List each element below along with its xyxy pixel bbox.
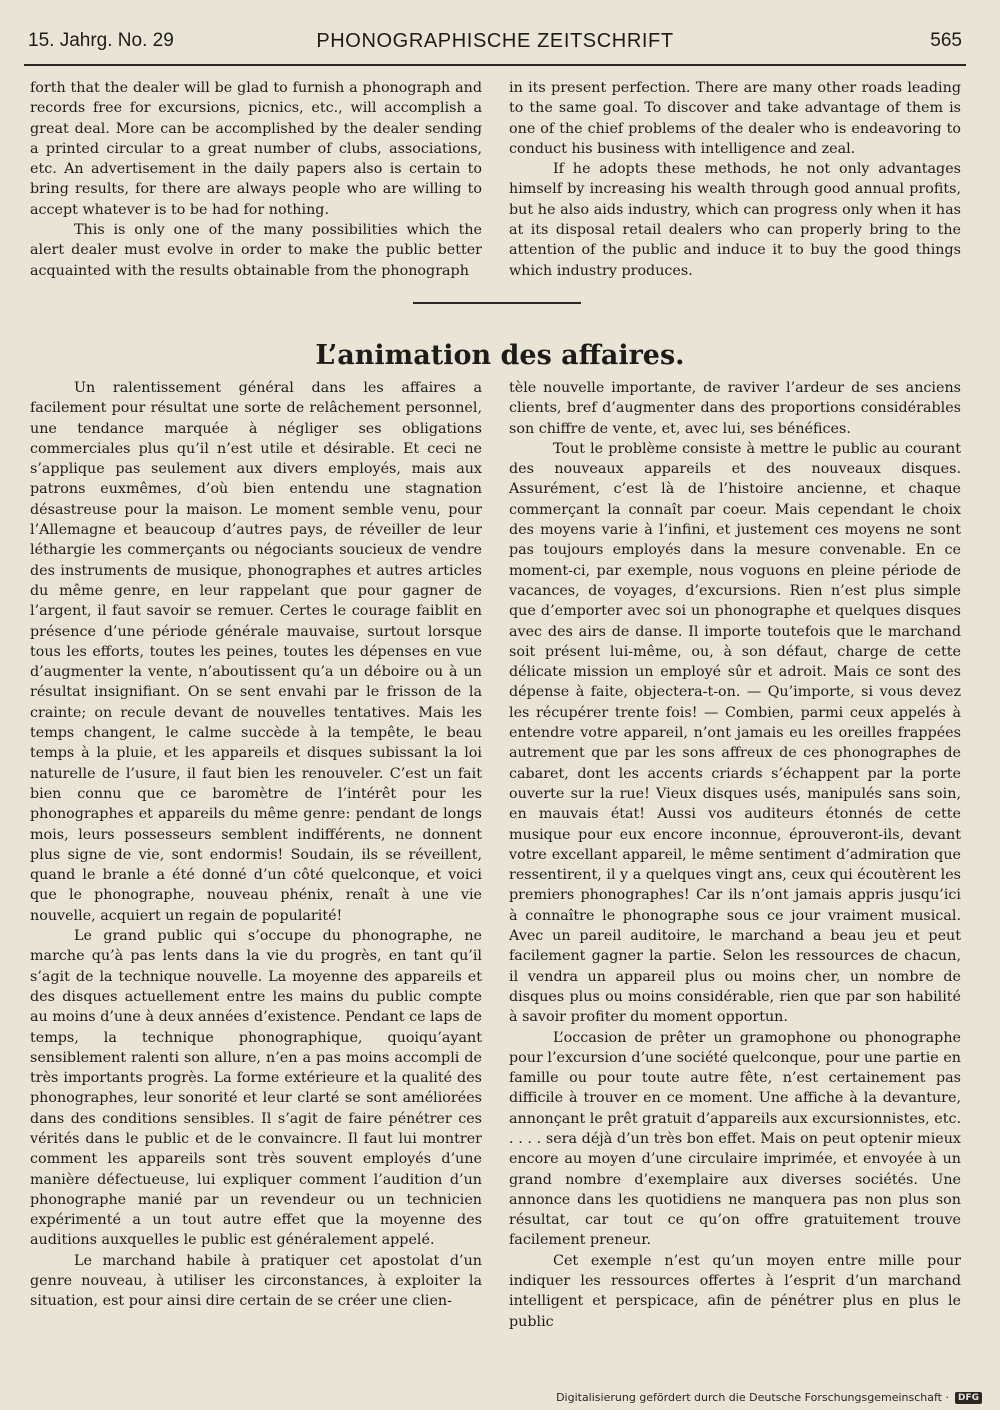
article-column-left xyxy=(30,378,482,1312)
english-column-left xyxy=(30,78,482,281)
journal-title: PHONOGRAPHISCHE ZEITSCHRIFT xyxy=(316,30,674,52)
dfg-logo: DFG xyxy=(955,1392,982,1404)
paragraph: Le grand public qui s’occupe du phonographe, ne marche qu’à pas lents dans la vie du progrès, en tant qu’il s’agit de la technique nouvelle. La moyenne des appareils et des disques actuellement entre les mains du public compte au moins d’une à deux années d’existence. Pendant ce laps de temps, la technique phonographique, quoiqu’ayant sensiblement ralenti son allure, n’en a pas moins accompli de très importants progrès. La forme extérieure et la qualité des phonographes, leur sonorité et leur clarté se sont améliorées dans des conditions sensibles. Il s’agit de faire pénétrer ces vérités dans le public et de le convaincre. Il faut lui montrer comment les appareils sont très souvent employés d’une manière défectueuse, lui expliquer comment l’audition d’un phonographe manié par un revendeur ou un technicien expérimenté a un tout autre effet que la moyenne des auditions auxquelles le public est généralement appelé. xyxy=(30,928,482,1249)
english-column-right xyxy=(509,78,961,281)
paragraph: Cet exemple n’est qu’un moyen entre mille pour indiquer les ressources offertes à l’esprit d’un marchand intelligent et perspicace, afin de pénétrer plus en plus le public xyxy=(509,1252,961,1330)
paragraph: L’occasion de prêter un gramophone ou phonographe pour l’excursion d’une société quelconque, pour une partie en famille ou pour toute autre fête, n’est certainement pas difficile à trouver en ce moment. Une affiche à la devanture, annonçant le prêt gratuit d’appareils aux excursionnistes, etc. . . . . sera déjà d’un très bon effet. Mais on peut optenir mieux encore au moyen d’une circulaire imprimée, et envoyée à un grand nombre d’exemplaire aux diverses sociétés. Une annonce dans les quotidiens ne manquera pas non plus son résultat, car tout ce qu’on offre gratuitement trouve facilement preneur. xyxy=(509,1029,961,1249)
paragraph: This is only one of the many possibilities which the alert dealer must evolve in order to make the public better acquainted with the results obtainable from the phonograph xyxy=(30,222,482,279)
credit-text: Digitalisierung gefördert durch die Deutsche Forschungsgemeinschaft · xyxy=(556,1391,949,1404)
paragraph: in its present perfection. There are many other roads leading to the same goal. To discover and take advantage of them is one of the chief problems of the dealer who is endeavoring to conduct his business with intelligence and zeal. xyxy=(509,80,961,157)
paragraph: tèle nouvelle importante, de raviver l’ardeur de ses anciens clients, bref d’augmenter dans des proportions considérables son chiffre de vente, et, avec lui, ses bénéfices. xyxy=(509,380,961,437)
paragraph: Tout le problème consiste à mettre le public au courant des nouveaux appareils et des nouveaux disques. Assurément, c’est là de l’histoire ancienne, et chaque commerçant la connaît par coeur. Mais cependant le choix des moyens varie à l’infini, et justement ces moyens ne sont pas toujours employés dans la mesure convenable. En ce moment-ci, par exemple, nous voguons en pleine période de vacances, de voyages, d’excursions. Rien n’est plus simple que d’emporter avec soi un phonographe et quelques disques avec des airs de danse. Il importe toutefois que le marchand soit présent lui-même, ou, à son défaut, charge de cette délicate mission un employé sûr et adroit. Mais ce sont des dépense à faite, objectera-t-on. — Qu’importe, si vous devez les récupérer trente fois! — Combien, parmi ceux appelés à entendre votre appareil, n’ont jamais eu les oreilles frappées autrement que par les sons affreux de ces phonographes de cabaret, dont les accents criards s’échappent par la porte ouverte sur la rue! Vieux disques usés, manipulés sans soin, en mauvais état! Aussi vos auditeurs étonnés de cette musique pour eux encore inconnue, éprouveront-ils, devant votre excellant appareil, le même sentiment d’admiration que ressentirent, il y a quelques vingt ans, ceux qui écoutèrent les premiers phonographes! Car ils n’ont jamais appris jusqu’ici à connaître le phonographe sous ce jour vraiment musical. Avec un pareil auditoire, le marchand a beau jeu et peut facilement gagner la partie. Selon les ressources de chacun, il vendra un appareil plus ou moins cher, un nombre de disques plus ou moins considérable, rien que par son habilité à savoir profiter du moment opportun. xyxy=(509,440,961,1026)
paragraph: forth that the dealer will be glad to furnish a phonograph and records free for excursions, picnics, etc., will accomplish a great deal. More can be accomplished by the dealer sending a printed circular to a great number of clubs, associations, etc. An advertisement in the daily papers also is certain to bring results, for there are always people who are willing to accept whatever is to be had for nothing. xyxy=(30,80,482,218)
paragraph: Un ralentissement général dans les affaires a facilement pour résultat une sorte de relâchement personnel, une tendance marquée à négliger ses obligations commerciales plus qu’il n’est utile et désirable. Et ceci ne s’applique pas seulement aux divers employés, mais aux patrons euxmêmes, d’où bien entendu une stagnation désastreuse pour la maison. Le moment semble venu, pour l’Allemagne et beaucoup d’autres pays, de réveiller de leur léthargie les commerçants ou négociants soucieux de vendre des instruments de musique, phonographes et autres articles du même genre, en leur rappelant que pour gagner de l’argent, il faut savoir se remuer. Certes le courage faiblit en présence d’une période générale mauvaise, surtout lorsque tous les efforts, toutes les peines, toutes les dépenses en vue d’augmenter la vente, n’aboutissent qu’a un déboire ou à un résultat insignifiant. On se sent envahi par le frisson de la crainte; on recule devant de nouvelles tentatives. Mais les temps changent, le calme succède à la tempête, le beau temps à la pluie, et les appareils et disques subissant la loi naturelle de l’usure, il faut bien les renouveler. C’est un fait bien connu que ce baromètre de l’intérêt pour les phonographes et appareils du même genre: pendant de longs mois, leurs possesseurs semblent indifférents, ne donnent plus signe de vie, sont endormis! Soudain, ils se réveillent, quand le branle a été donné d’un côté quelconque, et voici que le phonographe, nouveau phénix, renaît à une vie nouvelle, acquiert un regain de popularité! xyxy=(30,380,482,924)
article-column-right xyxy=(509,378,961,1332)
digitization-credit xyxy=(556,1391,982,1404)
issue-label: 15. Jahrg. No. 29 xyxy=(28,30,174,51)
running-header xyxy=(28,30,962,60)
page-number: 565 xyxy=(930,30,962,51)
article-title: L’animation des affaires. xyxy=(315,340,685,371)
header-rule xyxy=(24,64,966,66)
paragraph: If he adopts these methods, he not only advantages himself by increasing his wealth through good annual profits, but he also aids industry, which can progress only when it has at its disposal retail dealers who can properly bring to the attention of the public and induce it to buy the good things which industry produces. xyxy=(509,161,961,279)
paragraph: Le marchand habile à pratiquer cet apostolat d’un genre nouveau, à utiliser les circonstances, à exploiter la situation, est pour ainsi dire certain de se créer une clien- xyxy=(30,1252,482,1310)
section-divider xyxy=(413,302,581,304)
